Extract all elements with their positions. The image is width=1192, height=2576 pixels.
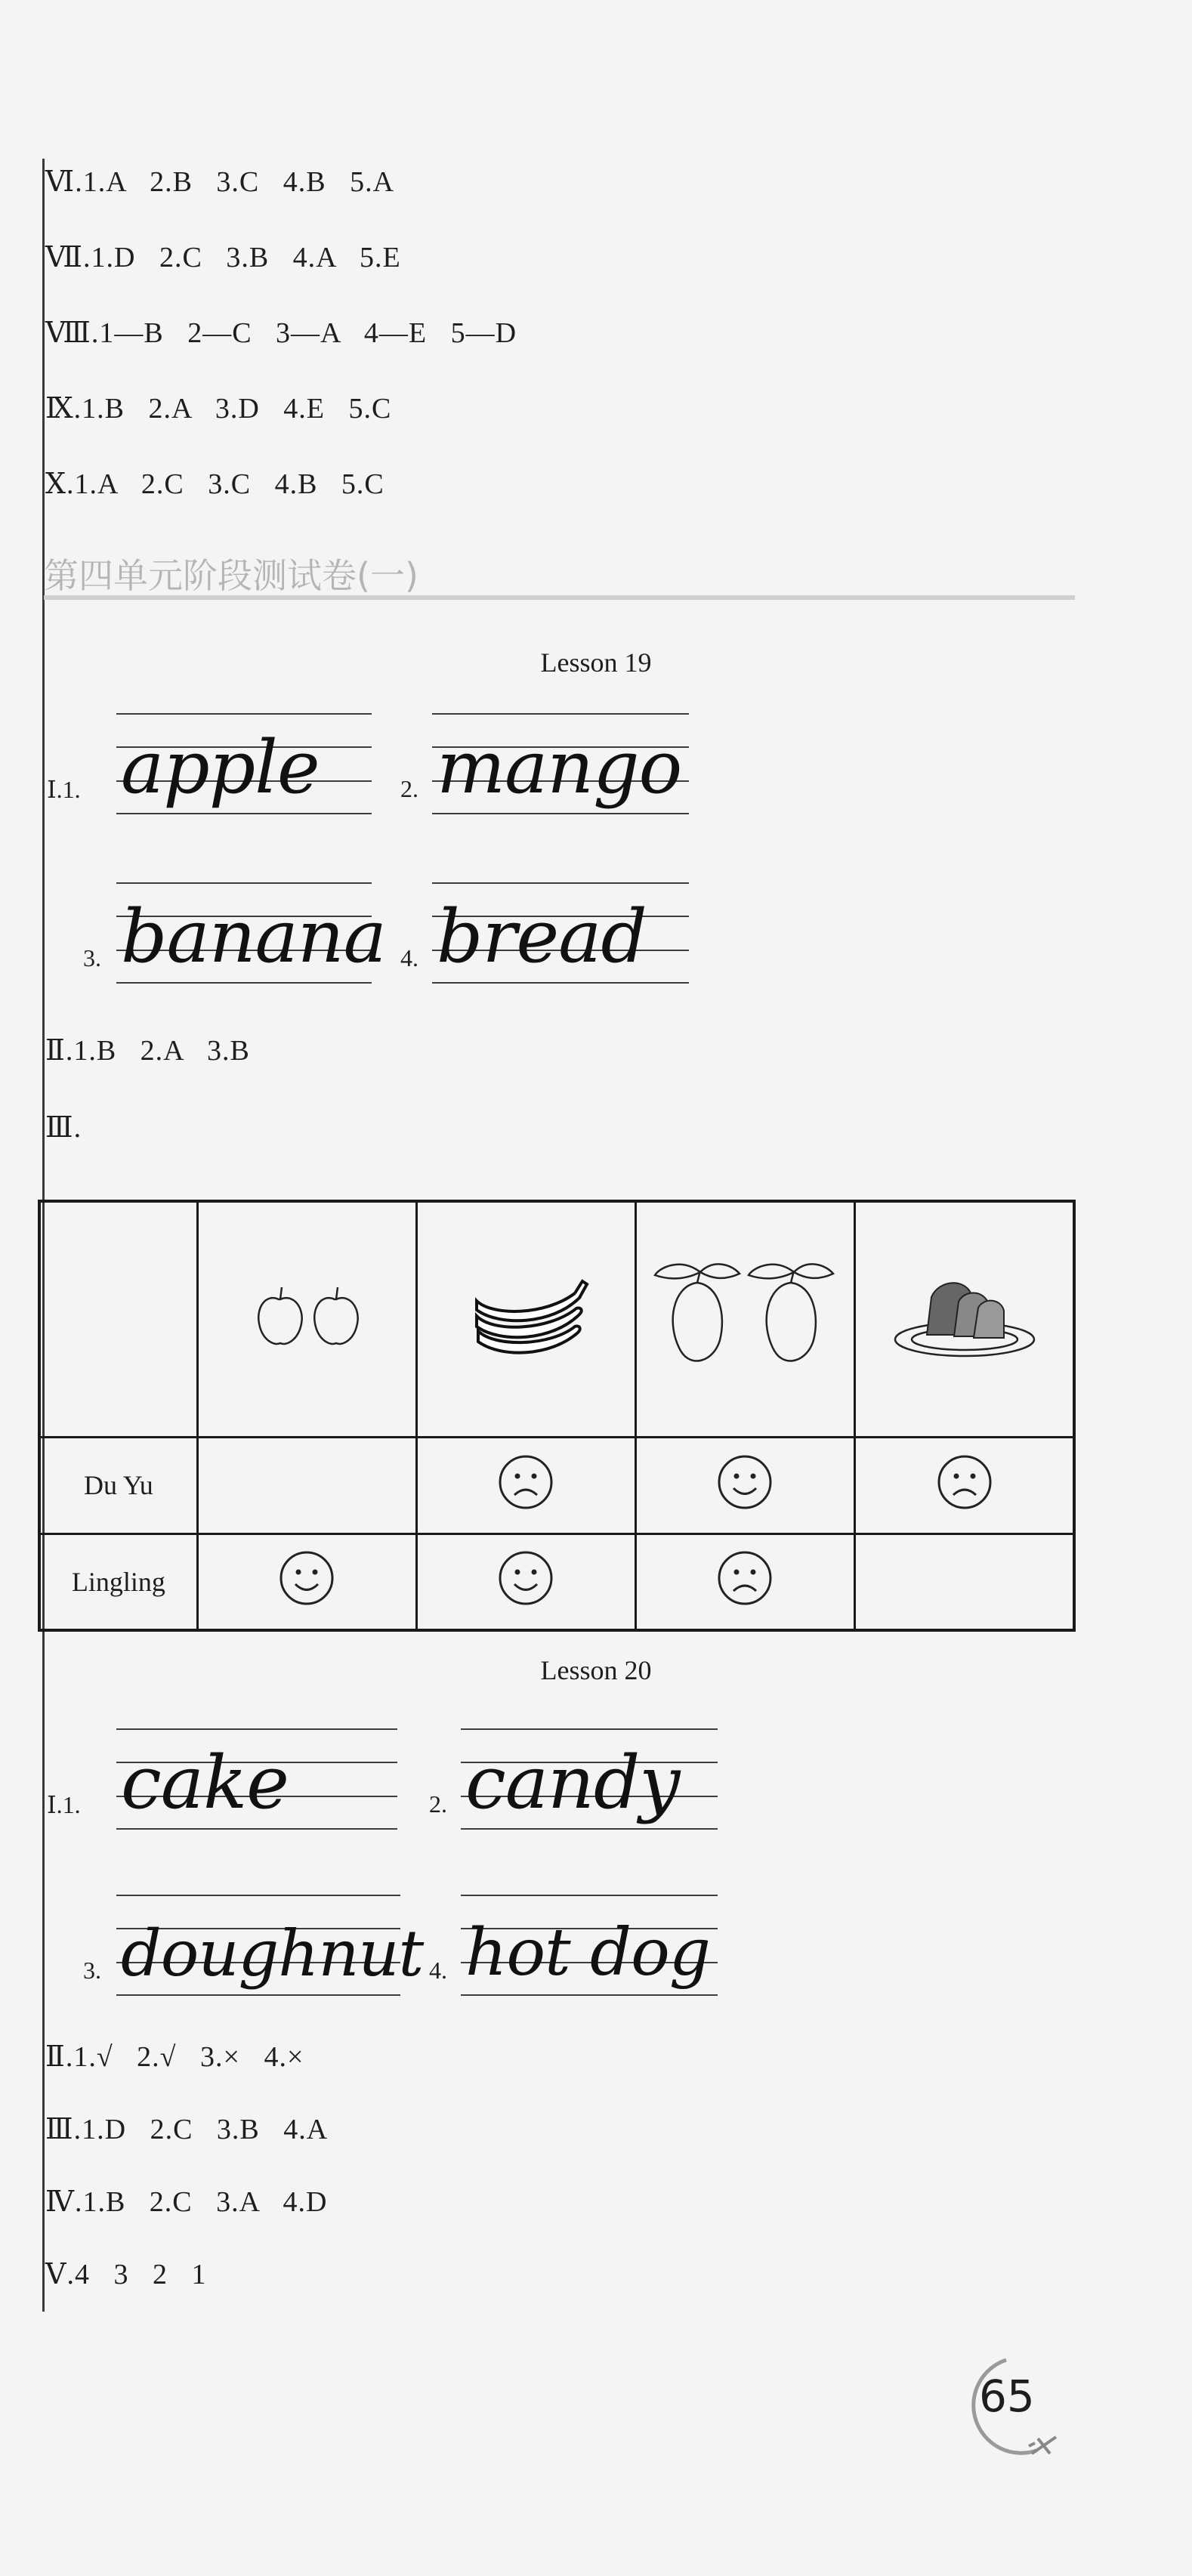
item-label: 2. [429,1790,447,1818]
lesson20-answer-v: Ⅴ.4 3 2 1 [45,2259,207,2290]
face-cell [635,1437,855,1534]
row-name-cell: Lingling [39,1534,197,1630]
sad-face-icon [498,1454,554,1510]
face-cell [197,1534,416,1630]
handwritten-word: cake [121,1740,289,1825]
sad-face-icon [717,1550,773,1606]
item-label: Ⅰ.1. [47,776,81,803]
happy-face-icon [717,1454,773,1510]
mangoes-icon [650,1256,839,1376]
food-header-row [39,1201,1074,1437]
answer-line-vi: Ⅵ.1.A 2.B 3.C 4.B 5.A [45,166,395,198]
face-cell [855,1534,1074,1630]
section-heading [44,542,1075,600]
face-cell [855,1437,1074,1534]
item-label: 4. [429,1957,447,1984]
table-row-du-yu [39,1437,1074,1534]
food-cell-banana [416,1201,635,1437]
answer-line-viii: Ⅷ.1—B 2—C 3—A 4—E 5—D [45,317,517,349]
food-cell-mango [635,1201,855,1437]
lesson20-answer-iv: Ⅳ.1.B 2.C 3.A 4.D [45,2186,328,2218]
lesson20-answer-ii: Ⅱ.1.√ 2.√ 3.× 4.× [45,2041,304,2073]
row-name-cell: Du Yu [39,1437,197,1534]
lesson19-answer-ii: Ⅱ.1.B 2.A 3.B [45,1035,250,1067]
lesson-19-title: Lesson 19 [540,647,652,678]
handwritten-word: candy [465,1740,680,1825]
handwritten-word: banana [121,894,386,979]
lesson20-answer-iii: Ⅲ.1.D 2.C 3.B 4.A [45,2114,329,2145]
face-cell [416,1534,635,1630]
item-label: 4. [400,944,418,971]
writing-lines [116,713,372,814]
page-number: 65 [979,2371,1035,2422]
face-cell [416,1437,635,1534]
sad-face-icon [937,1454,993,1510]
handwritten-word: hot dog [465,1915,710,1991]
writing-lines [461,1895,718,1996]
lesson19-answer-iii: Ⅲ. [45,1112,82,1144]
handwritten-word: doughnut [121,1917,424,1991]
item-label: 3. [83,1957,101,1984]
section-title: 第四单元阶段测试卷(一) [44,555,418,596]
answer-line-ix: Ⅸ.1.B 2.A 3.D 4.E 5.C [45,393,392,425]
happy-face-icon [279,1550,335,1606]
happy-face-icon [498,1550,554,1606]
face-cell [635,1534,855,1630]
writing-lines [116,882,386,984]
writing-lines [432,713,689,814]
handwritten-word: bread [437,894,647,979]
face-cell [197,1437,416,1534]
table-row-lingling [39,1534,1074,1630]
handwritten-word: apple [121,725,320,810]
food-cell-bread [855,1201,1074,1437]
answer-line-x: Ⅹ.1.A 2.C 3.C 4.B 5.C [45,468,384,500]
writing-lines [116,1895,424,1996]
writing-lines [116,1728,397,1830]
apple-pair-icon [250,1278,363,1354]
answer-line-vii: Ⅶ.1.D 2.C 3.B 4.A 5.E [45,242,401,273]
page-number-badge [953,2354,1059,2475]
item-label: 2. [400,775,418,802]
food-preference-table [38,1200,1076,1632]
bread-plate-icon [889,1267,1040,1365]
bananas-icon [462,1271,590,1361]
item-label: 3. [83,944,101,971]
empty-corner-cell [39,1201,197,1437]
lesson-20-title: Lesson 20 [540,1655,652,1685]
food-cell-apple [197,1201,416,1437]
handwritten-word: mango [437,725,682,810]
item-label: Ⅰ.1. [47,1791,81,1818]
writing-lines [432,882,689,984]
writing-lines [461,1728,718,1830]
